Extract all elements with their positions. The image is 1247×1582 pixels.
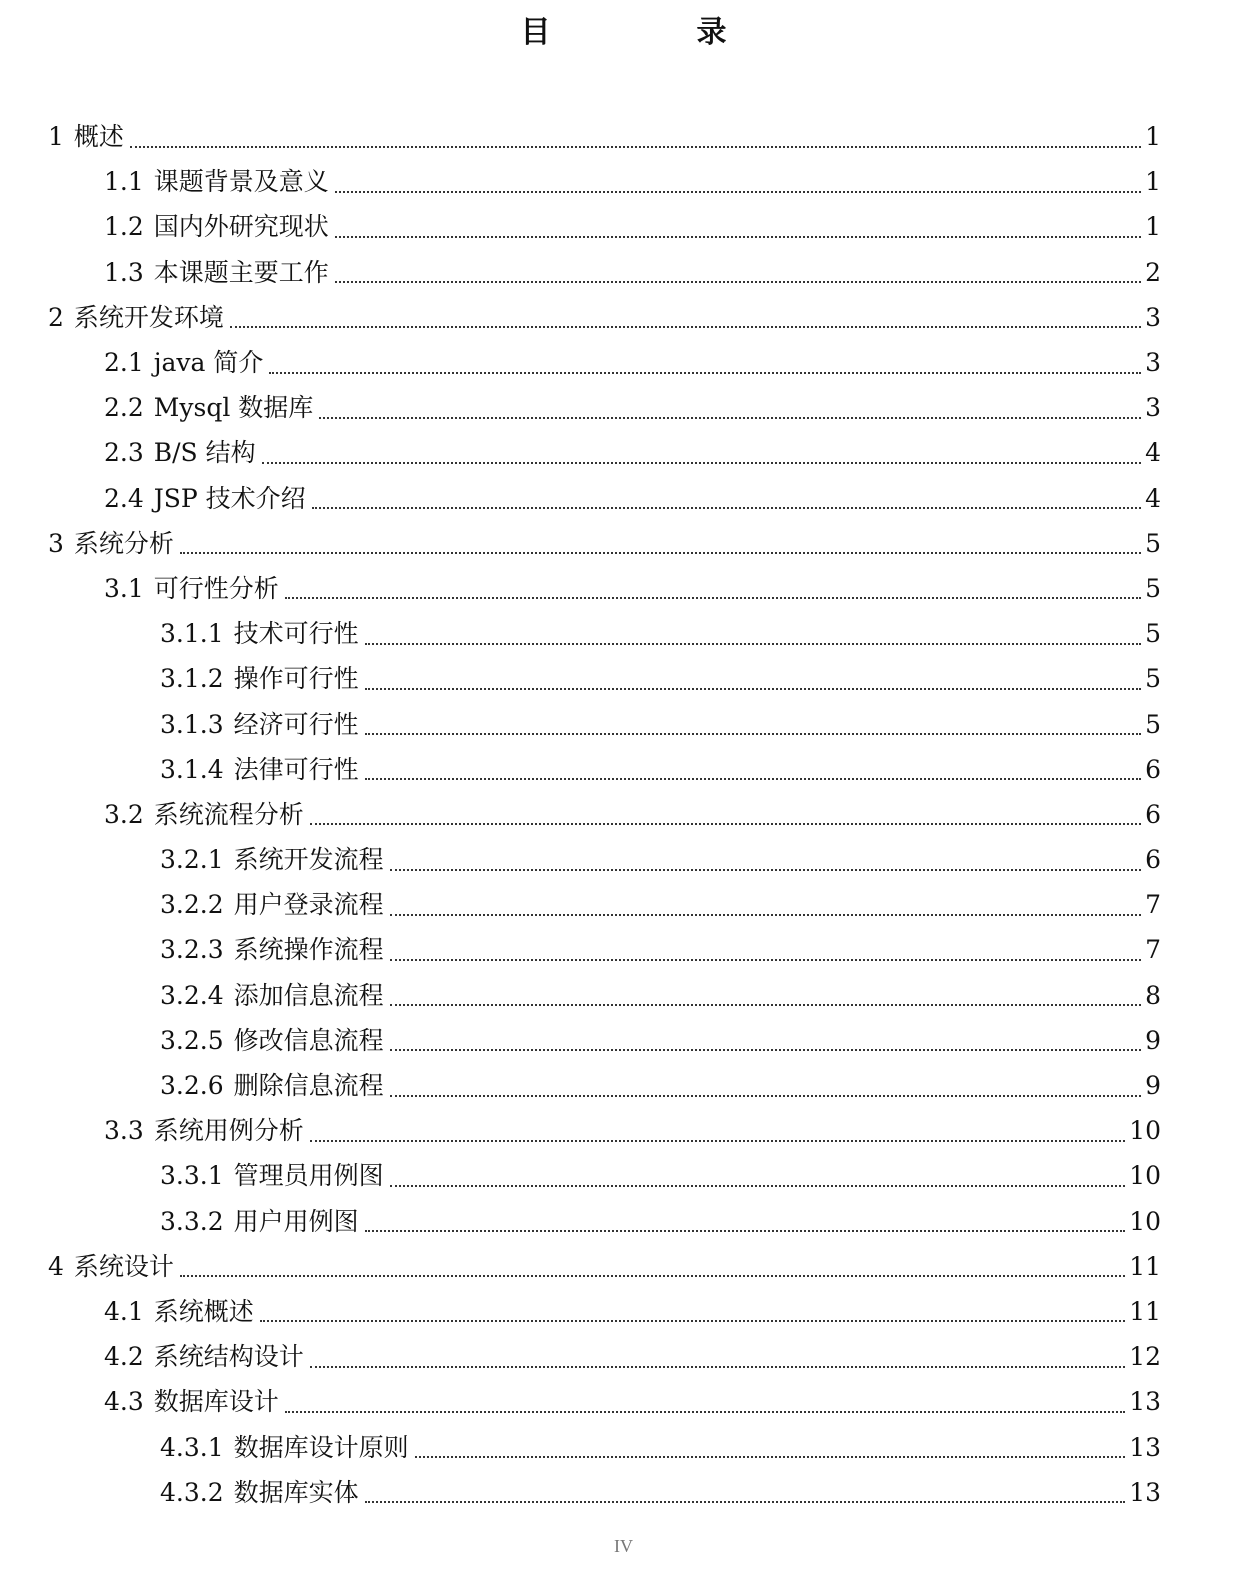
toc-entry-number: 2 — [48, 302, 64, 332]
toc-entry-page: 6 — [1145, 799, 1161, 829]
toc-entry[interactable] — [0, 927, 1247, 972]
toc-dot-leader — [390, 914, 1141, 916]
toc-entry-number: 4.1 — [104, 1296, 144, 1326]
toc-entry-title: 概述 — [73, 122, 124, 152]
toc-entry[interactable] — [0, 476, 1247, 521]
toc-entry-page: 10 — [1129, 1161, 1161, 1191]
toc-entry[interactable] — [0, 882, 1247, 927]
toc-dot-leader — [365, 1501, 1126, 1503]
toc-dot-leader — [390, 1095, 1141, 1097]
toc-entry-number: 3.1.2 — [160, 664, 224, 694]
toc-entry[interactable] — [0, 792, 1247, 837]
toc-entry[interactable] — [0, 747, 1247, 792]
toc-dot-leader — [230, 326, 1141, 328]
toc-entry-page: 8 — [1145, 980, 1161, 1010]
toc-entry-page: 2 — [1145, 257, 1161, 287]
toc-entry-number: 1.2 — [104, 212, 144, 242]
toc-dot-leader — [285, 597, 1141, 599]
toc-entry-page: 12 — [1129, 1342, 1161, 1372]
toc-entry-number: 4.3.2 — [160, 1477, 224, 1507]
toc-entry-number: 4 — [48, 1251, 64, 1281]
toc-entry[interactable] — [0, 1470, 1247, 1515]
toc-entry[interactable] — [0, 1018, 1247, 1063]
toc-entry-title: 用户用例图 — [233, 1206, 359, 1236]
toc-entry-number: 4.2 — [104, 1342, 144, 1372]
toc-dot-leader — [269, 372, 1141, 374]
toc-entry-number: 3 — [48, 528, 64, 558]
toc-dot-leader — [335, 236, 1141, 238]
toc-entry-page: 1 — [1145, 122, 1161, 152]
toc-dot-leader — [365, 688, 1141, 690]
toc-entry-number: 2.1 — [104, 348, 144, 378]
toc-entry-page: 9 — [1145, 1071, 1161, 1101]
toc-entry-page: 13 — [1129, 1387, 1161, 1417]
toc-entry-number: 3.1.3 — [160, 709, 224, 739]
toc-entry-page: 10 — [1129, 1116, 1161, 1146]
toc-entry-number: 3.3.2 — [160, 1206, 224, 1236]
toc-dot-leader — [312, 507, 1141, 509]
toc-entry-page: 7 — [1145, 935, 1161, 965]
toc-entry-title: 系统操作流程 — [233, 935, 384, 965]
toc-entry[interactable] — [0, 837, 1247, 882]
toc-entry-page: 5 — [1145, 528, 1161, 558]
toc-entry[interactable] — [0, 430, 1247, 475]
toc-entry-number: 1.1 — [104, 167, 144, 197]
toc-entry[interactable] — [0, 1063, 1247, 1108]
toc-dot-leader — [365, 778, 1141, 780]
toc-entry[interactable] — [0, 114, 1247, 159]
toc-entry[interactable] — [0, 250, 1247, 295]
toc-entry-page: 3 — [1145, 348, 1161, 378]
toc-entry-title: JSP 技术介绍 — [153, 483, 306, 513]
toc-entry-number: 4.3.1 — [160, 1432, 224, 1462]
toc-entry[interactable] — [0, 521, 1247, 566]
toc-entry-title: 本课题主要工作 — [153, 257, 329, 287]
toc-entry-number: 4.3 — [104, 1387, 144, 1417]
toc-entry-number: 3.1.4 — [160, 754, 224, 784]
toc-entry-number: 2.2 — [104, 393, 144, 423]
page-number: IV — [614, 1536, 633, 1556]
toc-entry-number: 3.3 — [104, 1116, 144, 1146]
toc-entry[interactable] — [0, 566, 1247, 611]
toc-dot-leader — [319, 417, 1141, 419]
toc-entry-title: B/S 结构 — [153, 438, 256, 468]
toc-entry[interactable] — [0, 204, 1247, 249]
toc-entry-page: 1 — [1145, 212, 1161, 242]
toc-entry-title: 系统概述 — [153, 1296, 254, 1326]
toc-dot-leader — [390, 869, 1141, 871]
toc-entry[interactable] — [0, 159, 1247, 204]
toc-entry[interactable] — [0, 701, 1247, 746]
table-of-contents — [0, 114, 1247, 1515]
toc-entry-number: 2.3 — [104, 438, 144, 468]
toc-entry-title: 删除信息流程 — [233, 1071, 384, 1101]
toc-entry-title: 管理员用例图 — [233, 1161, 384, 1191]
toc-entry-page: 11 — [1129, 1296, 1161, 1326]
toc-entry[interactable] — [0, 656, 1247, 701]
toc-entry-title: 数据库设计原则 — [233, 1432, 409, 1462]
toc-entry[interactable] — [0, 1289, 1247, 1334]
toc-dot-leader — [310, 1366, 1125, 1368]
toc-dot-leader — [262, 462, 1141, 464]
toc-entry-page: 11 — [1129, 1251, 1161, 1281]
toc-entry-number: 3.2.1 — [160, 845, 224, 875]
toc-entry-number: 3.2.2 — [160, 890, 224, 920]
toc-entry-title: 数据库实体 — [233, 1477, 359, 1507]
toc-entry-number: 3.2 — [104, 799, 144, 829]
toc-entry-title: 经济可行性 — [233, 709, 359, 739]
toc-entry[interactable] — [0, 340, 1247, 385]
toc-entry-title: 操作可行性 — [233, 664, 359, 694]
toc-entry[interactable] — [0, 1153, 1247, 1198]
toc-entry-title: 数据库设计 — [153, 1387, 279, 1417]
toc-entry-title: 系统用例分析 — [153, 1116, 304, 1146]
toc-entry-title: 法律可行性 — [233, 754, 359, 784]
toc-entry-number: 3.2.3 — [160, 935, 224, 965]
toc-entry[interactable] — [0, 295, 1247, 340]
toc-dot-leader — [260, 1320, 1125, 1322]
toc-entry-title: 技术可行性 — [233, 619, 359, 649]
toc-entry-page: 5 — [1145, 619, 1161, 649]
toc-entry-page: 3 — [1145, 393, 1161, 423]
toc-entry-title: 系统设计 — [73, 1251, 174, 1281]
toc-dot-leader — [130, 146, 1141, 148]
toc-entry-page: 6 — [1145, 845, 1161, 875]
toc-entry-number: 1 — [48, 122, 64, 152]
toc-entry-title: 添加信息流程 — [233, 980, 384, 1010]
toc-entry-title: 可行性分析 — [153, 573, 279, 603]
toc-dot-leader — [365, 733, 1141, 735]
toc-entry-title: 系统分析 — [73, 528, 174, 558]
toc-dot-leader — [365, 643, 1141, 645]
toc-entry-title: java 简介 — [153, 348, 264, 378]
toc-entry[interactable] — [0, 973, 1247, 1018]
toc-entry-number: 3.2.4 — [160, 980, 224, 1010]
toc-entry-title: 系统结构设计 — [153, 1342, 304, 1372]
toc-entry-page: 1 — [1145, 167, 1161, 197]
toc-dot-leader — [285, 1411, 1125, 1413]
toc-entry-title: Mysql 数据库 — [153, 393, 314, 423]
toc-entry-page: 7 — [1145, 890, 1161, 920]
toc-dot-leader — [390, 1004, 1141, 1006]
toc-entry-page: 5 — [1145, 664, 1161, 694]
toc-dot-leader — [335, 281, 1141, 283]
toc-entry-page: 9 — [1145, 1025, 1161, 1055]
toc-entry-number: 2.4 — [104, 483, 144, 513]
toc-entry-title: 系统流程分析 — [153, 799, 304, 829]
toc-entry[interactable] — [0, 1244, 1247, 1289]
toc-dot-leader — [335, 191, 1141, 193]
toc-dot-leader — [390, 1185, 1126, 1187]
toc-entry[interactable] — [0, 1424, 1247, 1469]
toc-entry[interactable] — [0, 1199, 1247, 1244]
toc-entry-page: 6 — [1145, 754, 1161, 784]
toc-entry[interactable] — [0, 385, 1247, 430]
toc-entry[interactable] — [0, 1379, 1247, 1424]
toc-entry-page: 3 — [1145, 302, 1161, 332]
toc-dot-leader — [310, 823, 1141, 825]
toc-entry-number: 3.1 — [104, 573, 144, 603]
toc-entry-title: 修改信息流程 — [233, 1025, 384, 1055]
toc-entry-page: 10 — [1129, 1206, 1161, 1236]
toc-entry-page: 5 — [1145, 573, 1161, 603]
toc-dot-leader — [365, 1230, 1126, 1232]
toc-dot-leader — [390, 1049, 1141, 1051]
toc-entry-page: 4 — [1145, 438, 1161, 468]
toc-entry[interactable] — [0, 611, 1247, 656]
toc-entry-number: 3.2.5 — [160, 1025, 224, 1055]
toc-dot-leader — [180, 1275, 1125, 1277]
toc-entry-number: 3.3.1 — [160, 1161, 224, 1191]
toc-entry-number: 3.2.6 — [160, 1071, 224, 1101]
toc-entry-page: 13 — [1129, 1477, 1161, 1507]
toc-entry-page: 5 — [1145, 709, 1161, 739]
toc-dot-leader — [310, 1140, 1125, 1142]
toc-entry-title: 国内外研究现状 — [153, 212, 329, 242]
page-title: 目 录 — [520, 15, 785, 50]
toc-entry-title: 系统开发环境 — [73, 302, 224, 332]
toc-dot-leader — [415, 1456, 1126, 1458]
toc-entry-page: 4 — [1145, 483, 1161, 513]
toc-entry-title: 课题背景及意义 — [153, 167, 329, 197]
toc-entry-number: 1.3 — [104, 257, 144, 287]
toc-dot-leader — [180, 552, 1141, 554]
toc-entry[interactable] — [0, 1334, 1247, 1379]
toc-dot-leader — [390, 959, 1141, 961]
toc-entry-title: 用户登录流程 — [233, 890, 384, 920]
toc-entry-number: 3.1.1 — [160, 619, 224, 649]
toc-entry[interactable] — [0, 1108, 1247, 1153]
toc-entry-title: 系统开发流程 — [233, 845, 384, 875]
toc-entry-page: 13 — [1129, 1432, 1161, 1462]
